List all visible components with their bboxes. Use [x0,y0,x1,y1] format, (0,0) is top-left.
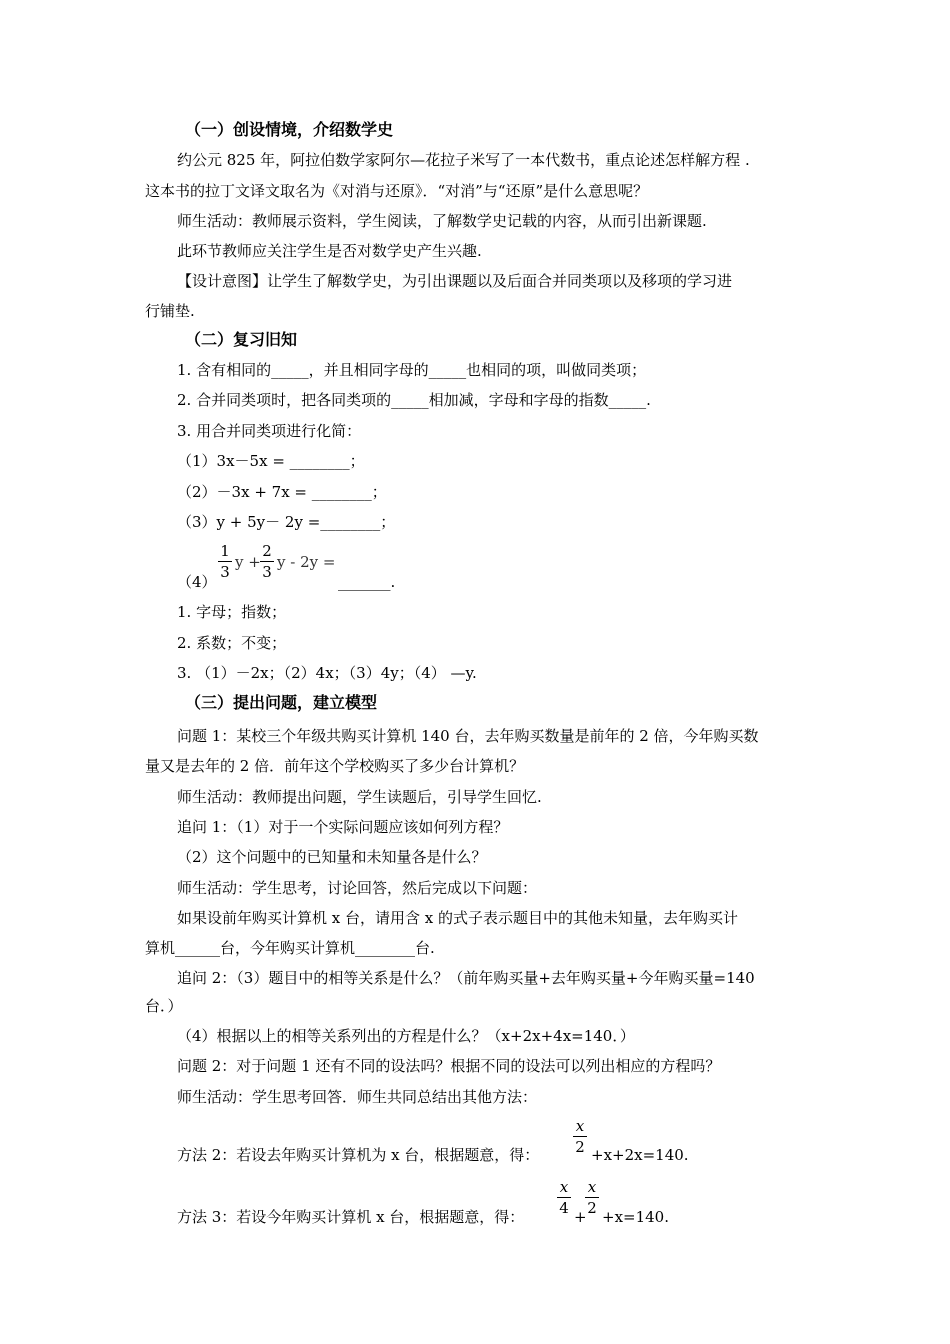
unknowns-line1: 如果设前年购买计算机 x 台，请用含 x 的式子表示题目中的其他未知量，去年购买计 [177,909,738,927]
method2-text: 方法 2：若设去年购买计算机为 x 台，根据题意，得： [177,1146,540,1164]
unknowns-line2: 算机______台，今年购买计算机________台. [145,939,435,957]
section1-paragraph2: 师生活动：教师展示资料，学生阅读，了解数学史记载的内容，从而引出新课题. [177,212,707,230]
exercise4-fraction1 [218,542,232,581]
problem2: 问题 2：对于问题 1 还有不同的设法吗？根据不同的设法可以列出相应的方程吗？ [177,1057,721,1075]
method3-plus: + [574,1208,587,1226]
exercise1: （1）3x－5x = ________； [177,452,365,470]
design-intent-line2: 行铺垫. [145,302,195,320]
section1-paragraph3: 此环节教师应关注学生是否对数学史产生兴趣. [177,242,482,260]
follow-up2-line1: 追问 2：（3）题目中的相等关系是什么？（前年购买量+去年购买量+今年购买量=140 [177,969,755,987]
review-question1: 1. 含有相同的_____，并且相同字母的_____也相同的项，叫做同类项； [177,361,647,379]
method2-fraction [573,1117,587,1156]
section1-paragraph1-line2: 这本书的拉丁文译文取名为《对消与还原》．“对消”与“还原”是什么意思呢？ [145,182,649,200]
activity3: 师生活动：学生思考回答．师生共同总结出其他方法： [177,1088,538,1106]
method3-fraction2 [585,1178,599,1217]
exercise4-fraction2-denominator: 3 [262,563,272,581]
fraction-bar [260,561,274,562]
follow-up1-part2: （2）这个问题中的已知量和未知量各是什么？ [177,848,487,866]
answer3: 3. （1）－2x；（2）4x；（3）4y；（4） —y. [177,664,477,682]
method2-denominator: 2 [575,1138,585,1156]
fraction-bar [557,1197,571,1198]
exercise4-middle1: y + [235,553,261,571]
section2-heading: （二）复习旧知 [185,330,298,349]
section1-heading: （一）创设情境，介绍数学史 [185,120,394,139]
review-question3: 3. 用合并同类项进行化简： [177,422,362,440]
method3-fraction1-numerator: x [559,1178,569,1196]
exercise4-label: （4） [177,573,217,591]
follow-up1: 追问 1：（1）对于一个实际问题应该如何列方程？ [177,818,509,836]
activity1: 师生活动：教师提出问题，学生读题后，引导学生回忆. [177,788,542,806]
exercise4-fraction1-numerator: 1 [220,542,230,560]
exercise4-fraction1-denominator: 3 [220,563,230,581]
exercise2: （2）－3x + 7x = ________； [177,483,387,501]
problem1-line1: 问题 1：某校三个年级共购买计算机 140 台，去年购买数量是前年的 2 倍，今年购买数 [177,727,759,745]
method3-fraction2-numerator: x [587,1178,597,1196]
fraction-bar [585,1197,599,1198]
fraction-bar [573,1136,587,1137]
answer1: 1. 字母；指数； [177,603,287,621]
activity2: 师生活动：学生思考，讨论回答，然后完成以下问题： [177,879,538,897]
design-intent-line1: 【设计意图】让学生了解数学史，为引出课题以及后面合并同类项以及移项的学习进 [177,272,733,290]
exercise4-blank: _______. [338,573,396,591]
method2-tail: +x+2x=140. [591,1146,689,1164]
answer2: 2. 系数；不变； [177,634,287,652]
method3-fraction1-denominator: 4 [559,1199,569,1217]
exercise4-middle2: y - 2y = [277,553,336,571]
method3-fraction2-denominator: 2 [587,1199,597,1217]
section3-heading: （三）提出问题，建立模型 [185,693,378,712]
section1-paragraph1-line1: 约公元 825 年，阿拉伯数学家阿尔—花拉子米写了一本代数书，重点论述怎样解方程 . [177,151,750,169]
method3-text: 方法 3：若设今年购买计算机 x 台，根据题意，得： [177,1208,525,1226]
exercise4-fraction2 [260,542,274,581]
exercise3: （3）y + 5y－ 2y =________； [177,513,396,531]
problem1-line2: 量又是去年的 2 倍．前年这个学校购买了多少台计算机？ [145,757,525,775]
fraction-bar [218,561,232,562]
equation-question: （4）根据以上的相等关系列出的方程是什么？（x+2x+4x=140．） [177,1027,635,1045]
method3-fraction1 [557,1178,571,1217]
exercise4-fraction2-numerator: 2 [262,542,272,560]
follow-up2-line2: 台．） [145,997,183,1015]
review-question2: 2. 合并同类项时，把各同类项的_____相加减，字母和字母的指数_____. [177,391,651,409]
method3-tail: +x=140. [602,1208,669,1226]
method2-numerator: x [575,1117,585,1135]
